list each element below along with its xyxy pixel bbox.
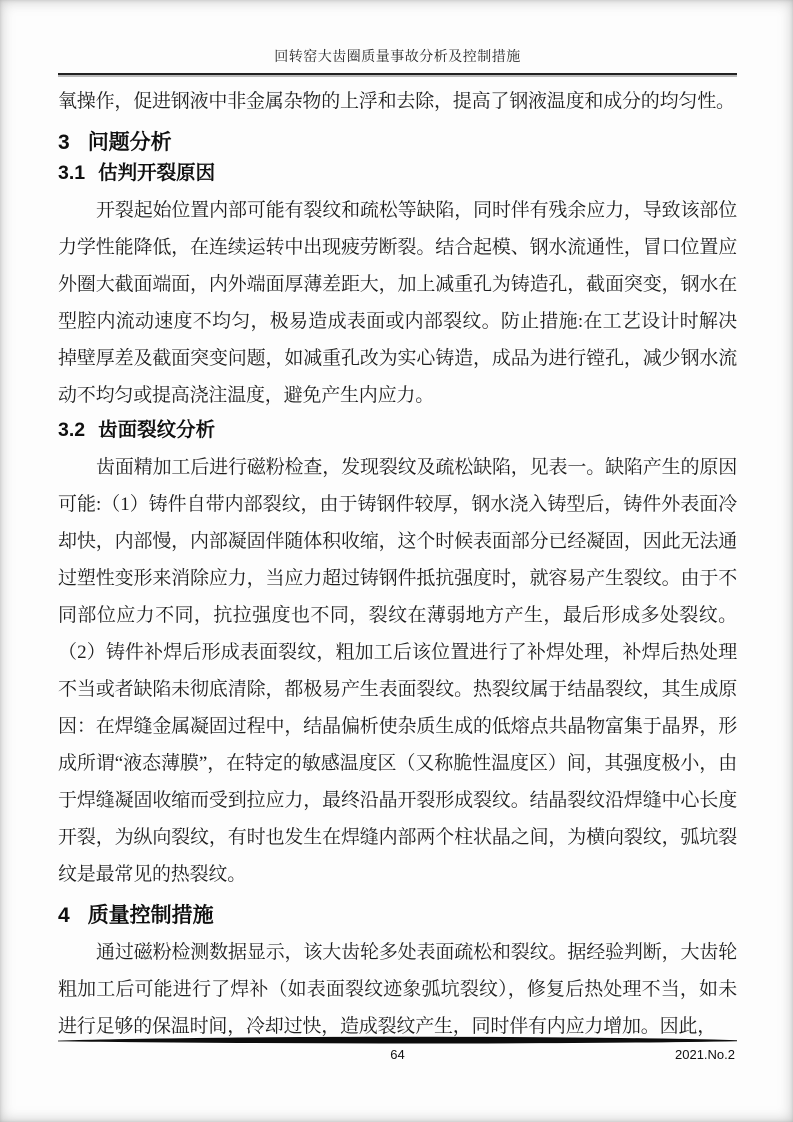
heading-section-3-1 [58,161,737,186]
heading-label: 质量控制措施 [87,904,214,927]
running-head [58,0,737,75]
heading-section-4 [58,902,737,929]
heading-number: 3.1 [58,162,86,184]
paragraph-section-3-2: 齿面精加工后进行磁粉检查，发现裂纹及疏松缺陷，见表一。缺陷产生的原因可能:（1）铸件自带内部裂纹，由于铸钢件较厚，钢水浇入铸型后，铸件外表面冷却快，内部慢，内部凝固伴随体积收缩，这个时候表面部分已经凝固，因此无法通过塑性变形来消除应力，当应力超过铸钢件抵抗强度时，就容易产生裂纹。由于不同部位应力不同，抗拉强度也不同，裂纹在薄弱地方产生，最后形成多处裂纹。（2）铸件补焊后形成表面裂纹，粗加工后该位置进行了补焊处理，补焊后热处理不当或者缺陷未彻底清除，都极易产生表面裂纹。热裂纹属于结晶裂纹，其生成原因：在焊缝金属凝固过程中，结晶偏析使杂质生成的低熔点共晶物富集于晶界，形成所谓“液态薄膜”，在特定的敏感温度区（又称脆性温度区）间，其强度极小，由于焊缝凝固收缩而受到拉应力，最终沿晶开裂形成裂纹。结晶裂纹沿焊缝中心长度开裂，为纵向裂纹，有时也发生在焊缝内部两个柱状晶之间，为横向裂纹，弧坑裂纹是最常见的热裂纹。 [58,457,737,885]
heading-number: 3.2 [58,419,86,441]
heading-label: 齿面裂纹分析 [98,419,216,441]
header-rule [58,73,737,75]
heading-label: 问题分析 [87,131,172,154]
running-head-title: 回转窑大齿圈质量事故分析及控制措施 [274,50,521,65]
heading-section-3 [58,129,737,156]
issue-label: 2021.No.2 [675,1047,735,1062]
heading-number: 3 [58,131,70,154]
heading-number: 4 [58,904,70,927]
footer-meta [58,1047,737,1065]
heading-label: 估判开裂原因 [98,162,216,184]
page-footer [58,1036,737,1065]
paragraph-section-4: 通过磁粉检测数据显示，该大齿轮多处表面疏松和裂纹。据经验判断，大齿轮粗加工后可能进行了焊补（如表面裂纹迹象弧坑裂纹），修复后热处理不当，如未进行足够的保温时间，冷却过快，造成裂纹产生，同时伴有内应力增加。因此， [58,942,737,1037]
paragraph-continuation: 氧操作，促进钢液中非金属杂物的上浮和去除，提高了钢液温度和成分的均匀性。 [58,91,735,112]
page-number: 64 [390,1047,405,1062]
paragraph-section-3-1: 开裂起始位置内部可能有裂纹和疏松等缺陷，同时伴有残余应力，导致该部位力学性能降低，在连续运转中出现疲劳断裂。结合起模、钢水流通性，冒口位置应外圈大截面端面，内外端面厚薄差距大，加上减重孔为铸造孔，截面突变，钢水在型腔内流动速度不均匀，极易造成表面或内部裂纹。防止措施:在工艺设计时解决掉壁厚差及截面突变问题，如减重孔改为实心铸造，成品为进行镗孔，减少钢水流动不均匀或提高浇注温度，避免产生内应力。 [58,200,737,406]
footer-rule [58,1036,737,1044]
heading-section-3-2 [58,418,737,443]
